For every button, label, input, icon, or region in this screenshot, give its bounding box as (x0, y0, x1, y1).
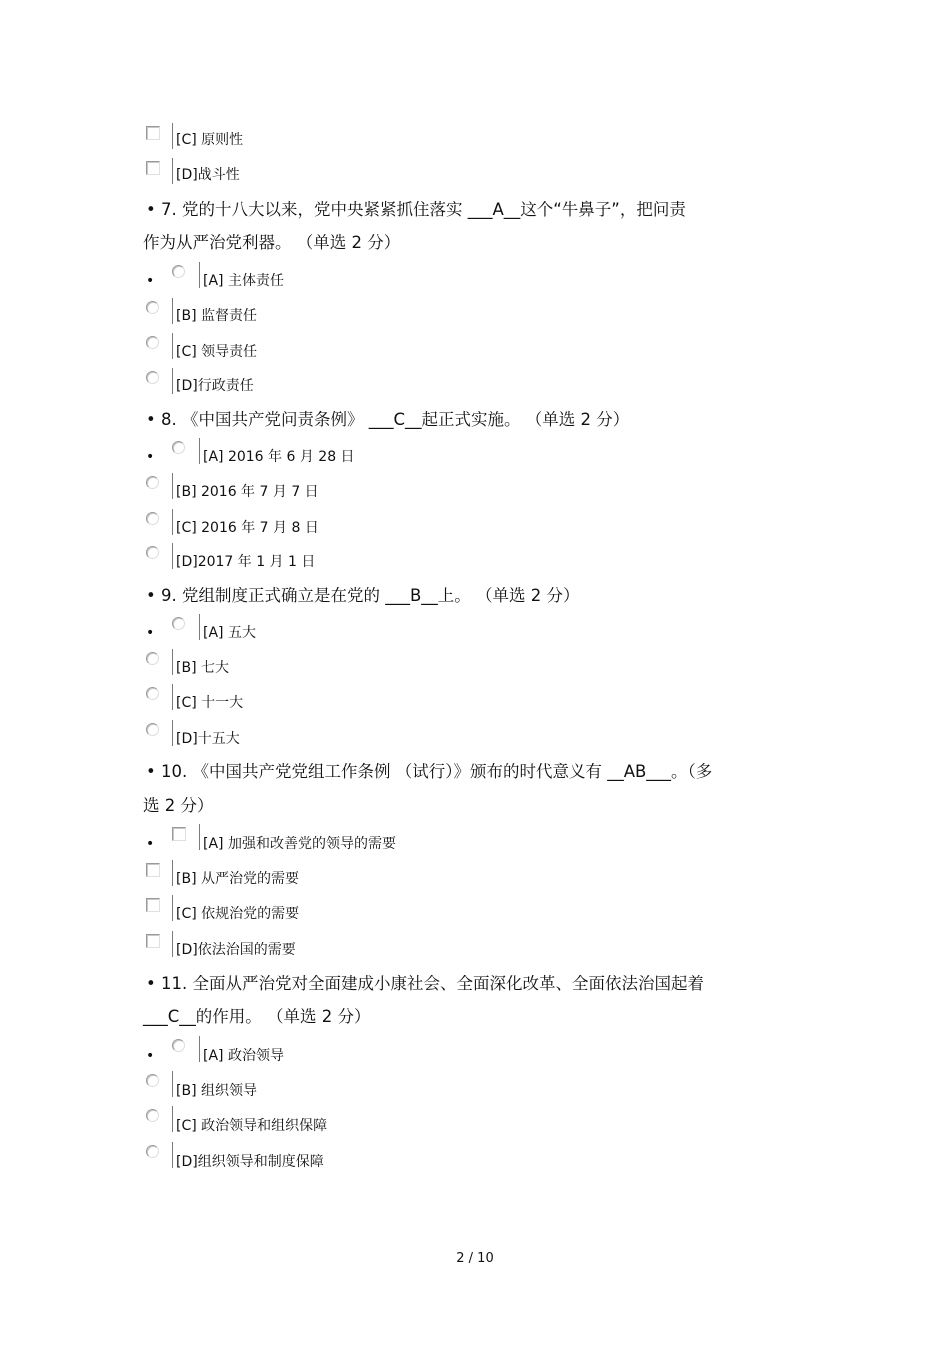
radio-7b-icon[interactable] (146, 301, 159, 314)
option-9d[interactable]: [D]十五大 (176, 731, 240, 747)
option-11b[interactable]: [B] 组织领导 (176, 1083, 257, 1099)
option-11c[interactable]: [C] 政治领导和组织保障 (176, 1118, 328, 1134)
option-divider (172, 123, 173, 149)
radio-11a-icon[interactable] (172, 1039, 185, 1052)
question-7-text: • 7. 党的十八大以来，党中央紧紧抓住落实 ___A__这个“牛鼻子”，把问责 (146, 200, 686, 219)
option-divider (172, 473, 173, 499)
option-divider (199, 824, 200, 850)
option-6c[interactable]: [C] 原则性 (176, 132, 244, 148)
radio-7c-icon[interactable] (146, 336, 159, 349)
radio-9b-icon[interactable] (146, 652, 159, 665)
option-divider (199, 262, 200, 288)
radio-9a-icon[interactable] (172, 617, 185, 630)
radio-8c-icon[interactable] (146, 512, 159, 525)
checkbox-6d-icon[interactable] (146, 161, 160, 175)
option-bullet: • (146, 625, 155, 641)
option-7b[interactable]: [B] 监督责任 (176, 308, 257, 324)
option-divider (172, 720, 173, 746)
checkbox-10b-icon[interactable] (146, 863, 160, 877)
radio-9d-icon[interactable] (146, 723, 159, 736)
option-divider (172, 1142, 173, 1168)
option-divider (172, 860, 173, 886)
checkbox-10d-icon[interactable] (146, 934, 160, 948)
question-10-text: • 10. 《中国共产党党组工作条例 （试行）》颁布的时代意义有 __AB___。（多 (146, 762, 713, 781)
option-bullet: • (146, 273, 155, 289)
question-9-text: • 9. 党组制度正式确立是在党的 ___B__上。 （单选 2 分） (146, 586, 580, 605)
option-7a[interactable]: [A] 主体责任 (203, 273, 284, 289)
radio-11b-icon[interactable] (146, 1074, 159, 1087)
option-8a[interactable]: [A] 2016 年 6 月 28 日 (203, 449, 355, 465)
option-bullet: • (146, 1048, 155, 1064)
question-7-text-cont: 作为从严治党利器。 （单选 2 分） (143, 233, 401, 252)
radio-11c-icon[interactable] (146, 1109, 159, 1122)
option-divider (172, 931, 173, 957)
option-8d[interactable]: [D]2017 年 1 月 1 日 (176, 554, 316, 570)
option-6d[interactable]: [D]战斗性 (176, 167, 240, 183)
question-11-text: • 11. 全面从严治党对全面建成小康社会、全面深化改革、全面依法治国起着 (146, 974, 704, 993)
option-divider (172, 684, 173, 710)
radio-11d-icon[interactable] (146, 1145, 159, 1158)
option-10b[interactable]: [B] 从严治党的需要 (176, 871, 299, 887)
option-divider (199, 1036, 200, 1062)
page-number: 2 / 10 (456, 1251, 494, 1266)
radio-8a-icon[interactable] (172, 441, 185, 454)
option-divider (172, 895, 173, 921)
option-divider (172, 543, 173, 569)
radio-7a-icon[interactable] (172, 265, 185, 278)
question-10-text-cont: 选 2 分） (143, 796, 214, 815)
option-9c[interactable]: [C] 十一大 (176, 695, 244, 711)
option-divider (172, 649, 173, 675)
checkbox-10c-icon[interactable] (146, 898, 160, 912)
option-9b[interactable]: [B] 七大 (176, 660, 229, 676)
option-bullet: • (146, 836, 155, 852)
option-divider (199, 614, 200, 640)
option-10d[interactable]: [D]依法治国的需要 (176, 942, 296, 958)
option-divider (172, 368, 173, 394)
option-9a[interactable]: [A] 五大 (203, 625, 256, 641)
option-8c[interactable]: [C] 2016 年 7 月 8 日 (176, 520, 319, 536)
checkbox-10a-icon[interactable] (172, 827, 186, 841)
option-divider (199, 438, 200, 464)
radio-8b-icon[interactable] (146, 476, 159, 489)
radio-8d-icon[interactable] (146, 546, 159, 559)
checkbox-6c-icon[interactable] (146, 126, 160, 140)
option-divider (172, 509, 173, 535)
option-bullet: • (146, 449, 155, 465)
option-divider (172, 1106, 173, 1132)
option-7c[interactable]: [C] 领导责任 (176, 344, 258, 360)
option-10a[interactable]: [A] 加强和改善党的领导的需要 (203, 836, 396, 852)
question-11-text-cont: ___C__的作用。 （单选 2 分） (143, 1007, 371, 1026)
option-divider (172, 158, 173, 184)
option-divider (172, 333, 173, 359)
option-divider (172, 298, 173, 324)
option-10c[interactable]: [C] 依规治党的需要 (176, 906, 300, 922)
option-divider (172, 1071, 173, 1097)
option-8b[interactable]: [B] 2016 年 7 月 7 日 (176, 484, 319, 500)
option-11a[interactable]: [A] 政治领导 (203, 1048, 284, 1064)
option-11d[interactable]: [D]组织领导和制度保障 (176, 1154, 324, 1170)
radio-7d-icon[interactable] (146, 371, 159, 384)
question-8-text: • 8. 《中国共产党问责条例》 ___C__起正式实施。 （单选 2 分） (146, 410, 630, 429)
option-7d[interactable]: [D]行政责任 (176, 378, 254, 394)
radio-9c-icon[interactable] (146, 687, 159, 700)
